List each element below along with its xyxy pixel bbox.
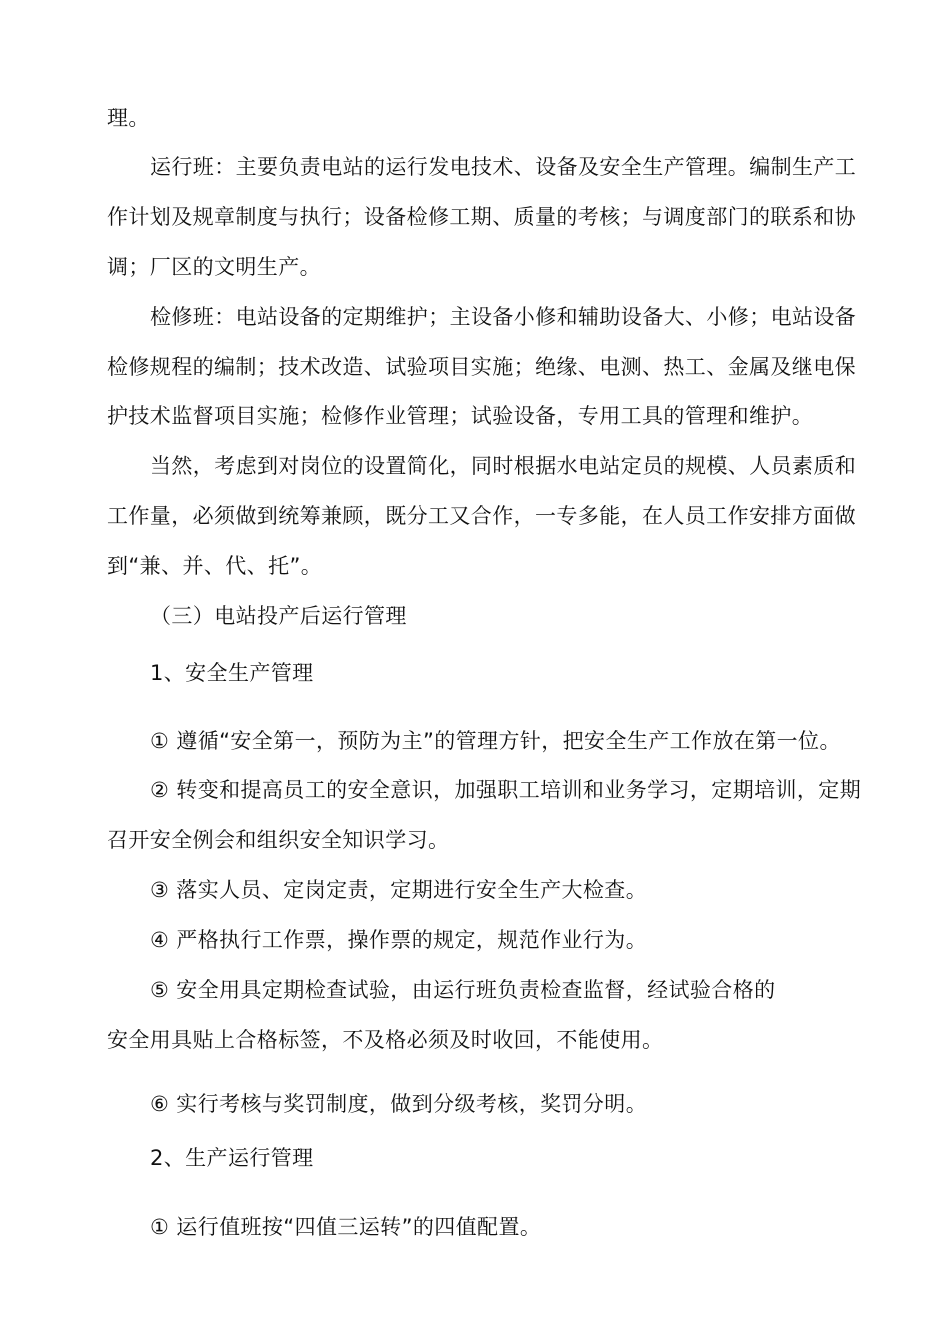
- list-item-continuation: 召开安全例会和组织安全知识学习。: [107, 828, 450, 852]
- subsection-heading: 2、生产运行管理: [150, 1146, 314, 1170]
- subsection-heading: 1、安全生产管理: [150, 661, 314, 685]
- list-item: ⑤ 安全用具定期检查试验，由运行班负责检查监督，经试验合格的: [150, 978, 776, 1002]
- paragraph-line: 检修规程的编制；技术改造、试验项目实施；绝缘、电测、热工、金属及继电保: [107, 355, 856, 379]
- paragraph-line: 护技术监督项目实施；检修作业管理；试验设备，专用工具的管理和维护。: [107, 404, 814, 428]
- paragraph-line: 当然，考虑到对岗位的设置简化，同时根据水电站定员的规模、人员素质和: [150, 454, 857, 478]
- paragraph-line: 工作量，必须做到统筹兼顾，既分工又合作，一专多能，在人员工作安排方面做: [107, 504, 856, 528]
- paragraph-line: 到“兼、并、代、托”。: [107, 554, 323, 578]
- list-item: ④ 严格执行工作票，操作票的规定，规范作业行为。: [150, 928, 648, 952]
- paragraph-line: 调；厂区的文明生产。: [107, 255, 321, 279]
- paragraph-line: 检修班：电站设备的定期维护；主设备小修和辅助设备大、小修；电站设备: [150, 305, 857, 329]
- section-heading: （三）电站投产后运行管理: [150, 604, 407, 628]
- list-item: ⑥ 实行考核与奖罚制度，做到分级考核，奖罚分明。: [150, 1092, 648, 1116]
- paragraph-line: 作计划及规章制度与执行；设备检修工期、质量的考核；与调度部门的联系和协: [107, 205, 856, 229]
- paragraph-line: 运行班：主要负责电站的运行发电技术、设备及安全生产管理。编制生产工: [150, 155, 857, 179]
- list-item: ③ 落实人员、定岗定责，定期进行安全生产大检查。: [150, 878, 648, 902]
- paragraph-line: 理。: [107, 106, 150, 130]
- list-item: ① 运行值班按“四值三运转”的四值配置。: [150, 1215, 542, 1239]
- list-item-continuation: 安全用具贴上合格标签，不及格必须及时收回，不能使用。: [107, 1028, 664, 1052]
- list-item: ② 转变和提高员工的安全意识，加强职工培训和业务学习，定期培训，定期: [150, 778, 862, 802]
- list-item: ① 遵循“安全第一，预防为主”的管理方针，把安全生产工作放在第一位。: [150, 729, 841, 753]
